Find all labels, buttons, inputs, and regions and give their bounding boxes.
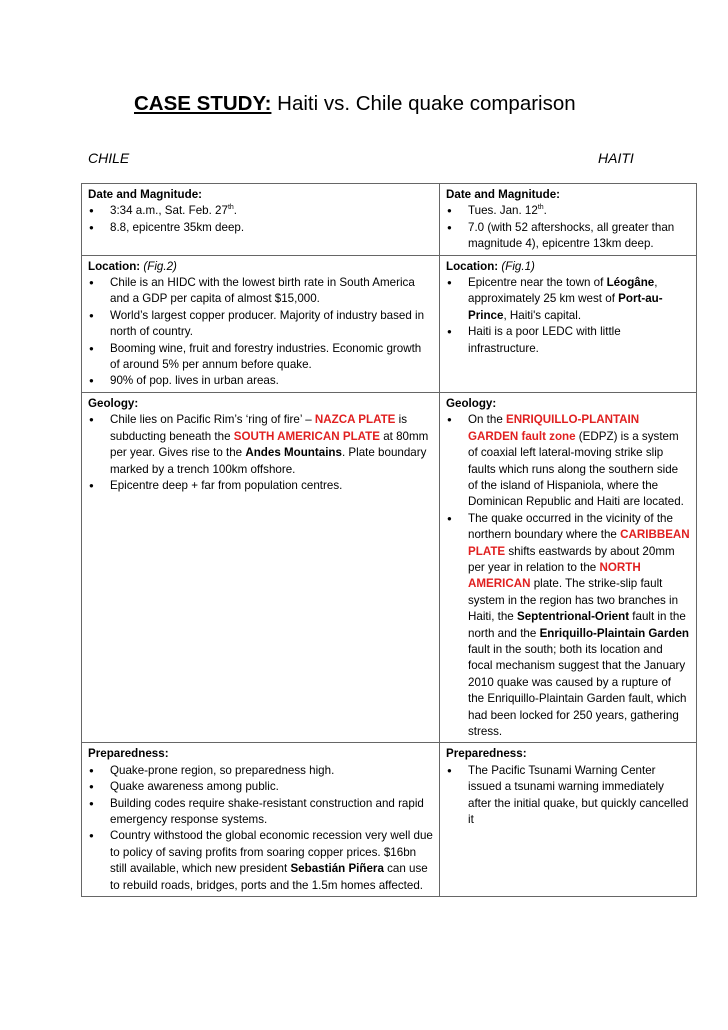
list-item: [446, 511, 690, 741]
table-row: [82, 255, 697, 392]
list-item: ● Chile is an HIDC with the lowest birth rate in South America and a GDP per capita of almost $15,000.: [88, 275, 433, 308]
text: fault in the north and the: [468, 610, 686, 640]
text: (EDPZ) is a system of coaxial left lateral-moving strike slip faults which runs along the southern side of the island of Hispaniola, where the Dominican Republic and Haiti are located.: [468, 429, 684, 509]
list-item: ● Quake awareness among public.: [88, 779, 433, 795]
text: fault in the south; both its location and focal mechanism suggest that the January 2010 quake was caused by a rupture of the Enriquillo-Plaintain Garden fault, which had been locked for 250 years, gathering stress.: [468, 642, 687, 738]
list-item: ● Building codes require shake-resistant construction and rapid emergency response systems.: [88, 796, 433, 829]
text: Epicentre near the town of: [468, 276, 607, 290]
plate-name: NORTH AMERICAN: [468, 560, 641, 591]
haiti-column-label: HAITI: [598, 150, 634, 166]
text: plate. The strike-slip fault system in the region has two branches in Haiti, the: [468, 577, 679, 624]
cell-heading: Date and Magnitude:: [88, 188, 203, 201]
place-name: Léogâne: [606, 276, 655, 290]
person-name: Sebastián Piñera: [290, 862, 384, 876]
date-text: Tues. Jan. 12: [468, 204, 538, 218]
list-item: ● 7.0 (with 52 aftershocks, all greater than magnitude 4), epicentre 13km deep.: [446, 220, 690, 253]
plate-name: NAZCA PLATE: [314, 413, 396, 427]
cell-heading: Geology:: [446, 396, 497, 410]
list-item: ● World’s largest copper producer. Majority of industry based in north of country.: [88, 308, 433, 341]
table-row: [82, 184, 697, 256]
plate-name: SOUTH AMERICAN PLATE: [233, 429, 380, 443]
chile-geology-list: [88, 412, 433, 494]
fault-name: ENRIQUILLO-PLANTAIN GARDEN fault zone: [468, 413, 640, 443]
date-punct: .: [543, 204, 547, 218]
text: , Haiti's capital.: [503, 308, 582, 322]
title-rest: Haiti vs. Chile quake comparison: [271, 92, 576, 115]
chile-column-label: CHILE: [88, 150, 130, 166]
text: at 80mm per year. Gives rise to the: [110, 429, 429, 460]
text: The quake occurred in the vicinity of the northern boundary where the: [468, 511, 673, 542]
list-item: ● Haiti is a poor LEDC with little infrastructure.: [446, 324, 690, 357]
table-row: [82, 743, 697, 897]
date-punct: .: [233, 204, 238, 218]
figure-ref: (Fig.2): [143, 259, 177, 273]
text: can use to rebuild roads, bridges, ports and the 1.5m homes affected.: [110, 862, 428, 892]
text: shifts eastwards by about 20mm per year in relation to the: [468, 544, 675, 574]
figure-ref: (Fig.1): [501, 259, 535, 273]
cell-heading: Preparedness:: [446, 747, 527, 761]
list-item: [88, 412, 433, 478]
list-item: ● 90% of pop. lives in urban areas.: [88, 373, 433, 389]
haiti-date-list: [446, 203, 690, 252]
cell-heading: Geology:: [88, 396, 139, 410]
haiti-location-cell: [440, 255, 697, 392]
chile-preparedness-list: [88, 763, 433, 894]
text: . Plate boundary marked by a trench 100km offshore.: [110, 446, 427, 476]
cell-heading: Location:: [88, 259, 141, 273]
text: Country withstood the global economic recession very well due to policy of saving profits from soaring copper prices. $16bn still available, which new president: [110, 829, 433, 876]
plate-name: CARIBBEAN PLATE: [468, 528, 690, 558]
cell-heading: Date and Magnitude:: [446, 188, 561, 201]
list-item: [446, 275, 690, 324]
cell-heading: Location:: [446, 259, 499, 273]
list-item: ● Epicentre deep + far from population centres.: [88, 478, 433, 494]
haiti-preparedness-cell: [440, 743, 697, 897]
place-name: Port-au-Prince: [468, 292, 663, 322]
haiti-preparedness-list: [446, 763, 690, 829]
chile-location-cell: [82, 255, 440, 392]
cell-heading-line: [88, 259, 433, 275]
chile-date-cell: [82, 184, 440, 256]
fault-name: Enriquillo-Plaintain Garden: [539, 626, 690, 640]
cell-heading: Preparedness:: [88, 747, 169, 761]
chile-geology-cell: [82, 392, 440, 743]
comparison-table: [81, 183, 697, 897]
list-item: ● Booming wine, fruit and forestry industries. Economic growth of around 5% per annum before quake.: [88, 341, 433, 374]
list-item: ● Quake-prone region, so preparedness high.: [88, 763, 433, 779]
list-item: [446, 203, 690, 219]
text: is subducting beneath the: [110, 413, 408, 443]
page-title: [134, 92, 576, 116]
list-item: [446, 412, 690, 510]
date-suffix: th: [537, 204, 544, 212]
text: , approximately 25 km west of: [468, 276, 658, 306]
text: Chile lies on Pacific Rim’s ‘ring of fire’ –: [110, 413, 315, 427]
list-item: ● 8.8, epicentre 35km deep.: [88, 220, 433, 236]
list-item: [88, 203, 433, 219]
haiti-geology-cell: [440, 392, 697, 743]
date-suffix: th: [227, 204, 234, 212]
haiti-date-cell: [440, 184, 697, 256]
table-row: [82, 392, 697, 743]
cell-heading-line: [446, 259, 690, 275]
list-item: [88, 828, 433, 894]
date-text: 3:34 a.m., Sat. Feb. 27: [110, 204, 228, 218]
haiti-location-list: [446, 275, 690, 357]
chile-location-list: [88, 275, 433, 390]
title-lead: CASE STUDY:: [134, 92, 272, 115]
fault-name: Septentrional-Orient: [516, 610, 630, 624]
chile-preparedness-cell: [82, 743, 440, 897]
chile-date-list: [88, 203, 433, 236]
haiti-geology-list: [446, 412, 690, 740]
place-name: Andes Mountains: [245, 446, 342, 460]
text: On the: [468, 413, 507, 427]
list-item: ● The Pacific Tsunami Warning Center issued a tsunami warning immediately after the initial quake, but quickly cancelled it: [446, 763, 690, 829]
